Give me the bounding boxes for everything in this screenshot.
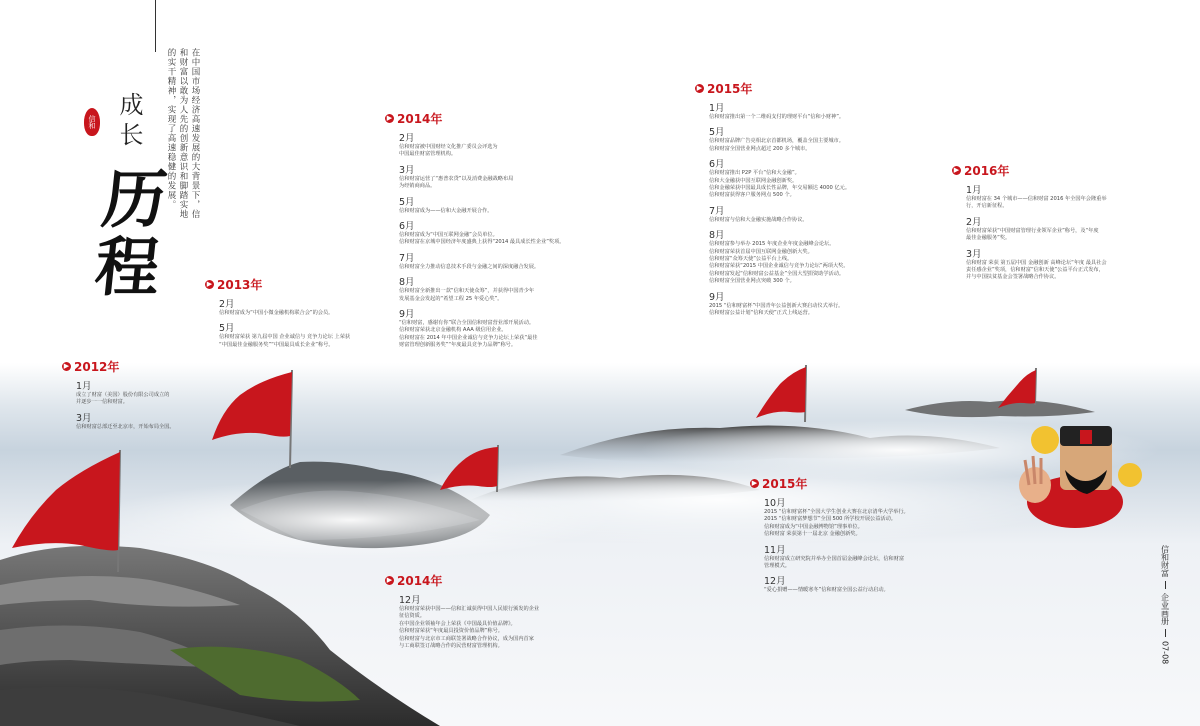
timeline-entry — [399, 306, 575, 350]
event-text: 信和财富推出 P2P 平台“信和大金融”。 信和大金融获中国互联网金融创新奖。 信和金融荣获中国最具成长性品牌，年交易额达 4000 亿元。 信和财富获得客户服务网点 500 个。 — [709, 170, 851, 199]
event-text: 信和财富被中国财经文化推广委员会评选为 中国最佳财富管理机构。 — [399, 144, 498, 158]
timeline-entry — [709, 227, 930, 285]
year-label: 2014年 — [397, 112, 443, 126]
timeline-entry — [966, 214, 1152, 243]
year-block-2015-q4 — [750, 475, 965, 595]
event-text: 信和财富与信和大金融实施战略合作协议。 — [709, 216, 808, 223]
year-heading — [385, 110, 575, 127]
play-icon: ▶ — [751, 479, 758, 487]
play-icon: ▶ — [696, 84, 703, 92]
event-text: 信和财富荣获中国——信和汇诚获得中国人民银行颁发的企业 征信资质。 在中国企业领袖年会上荣获《中国最具价值品牌》。 信和财富荣获“年度最具投资价值品牌”称号。 信和财富与北京市工商联签署战略合作协议，成为国内首家 与工商联签订战略合作的民营财富管理机构。 — [399, 606, 540, 650]
timeline-entry — [399, 218, 575, 247]
page-sidebar — [1158, 545, 1172, 695]
play-icon: ▶ — [386, 576, 393, 584]
timeline-entry — [219, 320, 375, 349]
month-label: 3月 — [399, 164, 415, 176]
timeline-entry — [219, 296, 375, 317]
event-text: 成立了财富（美国）股份有限公司成立的 并逐步一一信和财富。 — [76, 392, 170, 406]
month-label: 5月 — [709, 127, 725, 139]
month-label: 11月 — [764, 544, 786, 556]
event-text: 信和财富总部迁至北京市，开始布局全国。 — [76, 423, 175, 430]
timeline-entry — [709, 289, 930, 318]
month-label: 12月 — [764, 576, 786, 588]
year-heading — [952, 162, 1152, 179]
section-title: 历程 — [80, 165, 171, 301]
year-label: 2015年 — [762, 477, 808, 491]
timeline-entry — [764, 573, 965, 594]
timeline-entry — [399, 250, 575, 271]
year-label: 2012年 — [74, 360, 120, 374]
brand-seal: 信和 — [84, 108, 100, 136]
year-label: 2013年 — [217, 278, 263, 292]
year-label: 2015年 — [707, 82, 753, 96]
timeline-entry — [76, 410, 182, 431]
timeline-entry — [764, 542, 965, 571]
month-label: 12月 — [399, 595, 421, 606]
timeline-entry — [966, 182, 1152, 211]
timeline-entry — [709, 124, 930, 153]
month-label: 7月 — [709, 205, 725, 217]
timeline-entry — [76, 378, 182, 407]
year-heading — [62, 358, 182, 375]
timeline-entry — [764, 495, 965, 539]
year-block-2016 — [952, 162, 1152, 282]
month-label: 10月 — [764, 498, 786, 509]
month-label: 3月 — [966, 248, 982, 260]
event-text: 信和财富成立研究院并举办全国首届金融峰会论坛，信和财富 管理模式。 — [764, 555, 905, 570]
month-label: 3月 — [76, 412, 92, 424]
timeline-entry — [399, 130, 575, 159]
month-label: 2月 — [219, 299, 235, 310]
event-text: 2015 “信和财富杯”中国青年公益创新大赛启动仪式举行。 信和财富公益计划“信和天使”正式上线运营。 — [709, 302, 844, 317]
play-icon: ▶ — [953, 166, 960, 174]
month-label: 1月 — [76, 381, 92, 392]
month-label: 1月 — [966, 185, 982, 196]
event-text: 信和财富推出第一个二维码支付的理财平台“信和小财神”。 — [709, 114, 845, 120]
event-text: 信和财富成为“中国小微金融机构联合会”的会员。 — [219, 310, 334, 316]
month-label: 1月 — [709, 103, 725, 114]
event-text: 2015 “信和财富杯”全国大学生创业大赛在北京清华大学举行。 2015 “信和财富梦想节”全国 500 所学校开展公益活动。 信和财富成为“中国金融博物馆”理事单位。 信和财富 荣获第十一届北京 金融创新奖。 — [764, 509, 909, 538]
event-text: 信和财富参与举办 2015 年度企业年度金融峰会论坛。 信和财富荣获首届中国互联网金融创新大奖。 信和财富“众筹天使”公益平台上线。 信和财富荣获“2015 中国企业诚信与竞争力论坛”两项大奖。 信和财富发起“信和财富公益基金”全国大型捐资助学活动。 信和财富全国营业网点突破 300 个。 — [709, 241, 849, 285]
play-icon: ▶ — [63, 362, 70, 370]
sidebar-brand: 信和财富 — [1160, 545, 1170, 577]
decorative-vertical-line — [155, 0, 156, 52]
month-label: 6月 — [399, 221, 415, 233]
timeline-entry — [399, 274, 575, 303]
page-number: 07-08 — [1160, 641, 1170, 665]
year-heading — [385, 572, 585, 589]
intro-paragraph: 在中国市场经济高速发展的大背景下，信和财富以敢为人先的创新意识和脚踏实地的实干精神，实现了高速稳健的发展。 — [166, 48, 200, 219]
timeline-entry — [709, 156, 930, 200]
timeline-entry — [399, 592, 585, 650]
year-heading — [750, 475, 965, 492]
event-text: 信和财富全力推动信息技术手段与金融之间的深度融合发展。 — [399, 263, 540, 270]
month-label: 8月 — [709, 230, 725, 242]
year-block-2014 — [385, 110, 575, 350]
event-text: 信和财富成为——信和大金融开展合作。 — [399, 207, 493, 214]
timeline-entry — [966, 246, 1152, 282]
sidebar-divider — [1165, 629, 1166, 637]
event-text: 信和财富运营了“惠普农贷”以及消费金融战略布局 为经销商商品。 — [399, 175, 514, 190]
month-label: 5月 — [399, 196, 415, 208]
year-label: 2016年 — [964, 164, 1010, 178]
month-label: 7月 — [399, 252, 415, 264]
year-heading — [205, 276, 375, 293]
timeline-entry — [709, 100, 930, 121]
month-label: 6月 — [709, 159, 725, 171]
event-text: 信和财富荣获“中国财富管理行业领军企业”称号，及“年度 最佳金融服务”奖。 — [966, 227, 1099, 242]
event-text: “爱心捐赠——情暖寒冬”信和财富全国公益行动启动。 — [764, 587, 889, 594]
event-text: 信和财富品牌广告亮相北京首都机场，覆盖全国主要城市。 信和财富全国营业网点超过 200 多个城市。 — [709, 138, 844, 152]
month-label: 9月 — [709, 291, 725, 303]
event-text: 信和财富全新推出一款“信和天使众筹”，并获得中国青少年 发展基金会发起的“希望工程 25 年爱心奖”。 — [399, 288, 535, 302]
sidebar-name: 企业画册 — [1160, 593, 1170, 625]
month-label: 9月 — [399, 309, 415, 321]
section-subtitle: 成长 — [115, 92, 143, 152]
year-heading — [695, 80, 930, 97]
year-block-2013 — [205, 276, 375, 349]
event-text: “信和财富，感谢有你”联合全国信和财富营业部开展活动。 信和财富荣获北京金融机构 AAA 级信用企业。 信和财富在 2014 年中国企业诚信与竞争力论坛上荣获“最佳 财富管理创新服务奖”“年度最具竞争力品牌”称号。 — [399, 320, 538, 349]
event-text: 信和财富成为“中国互联网金融”会员单位。 信和财富在京城中国经济年度盛典上获得“2014 最具成长性企业”奖项。 — [399, 232, 565, 246]
play-icon: ▶ — [386, 114, 393, 122]
sidebar-divider — [1165, 581, 1166, 589]
month-label: 5月 — [219, 323, 235, 335]
month-label: 2月 — [399, 133, 415, 144]
year-label: 2014年 — [397, 574, 443, 588]
month-label: 8月 — [399, 277, 415, 289]
event-text: 信和财富荣获 第九届中国 企业诚信与 竞争力论坛 上荣获 “中国最佳金融服务奖”“中国最具成长企业”称号。 — [219, 334, 351, 348]
month-label: 2月 — [966, 216, 982, 228]
event-text: 信和财富 荣获 第五届中国 金融创新 高峰论坛“年度 最具社会 责任感企业”奖项，信和财富“信和天使”公益平台正式发布， 并与中国扶贫基金会签署战略合作协议。 — [966, 259, 1107, 281]
year-block-2014-dec — [385, 572, 585, 650]
year-block-2012 — [62, 358, 182, 431]
year-block-2015 — [695, 80, 930, 318]
timeline-entry — [399, 162, 575, 191]
event-text: 信和财富在 34 个城市——信和财富 2016 年全国年会隆重举 行，开启新征程。 — [966, 196, 1107, 210]
play-icon: ▶ — [206, 280, 213, 288]
timeline-entry — [399, 194, 575, 215]
timeline-entry — [709, 203, 930, 224]
